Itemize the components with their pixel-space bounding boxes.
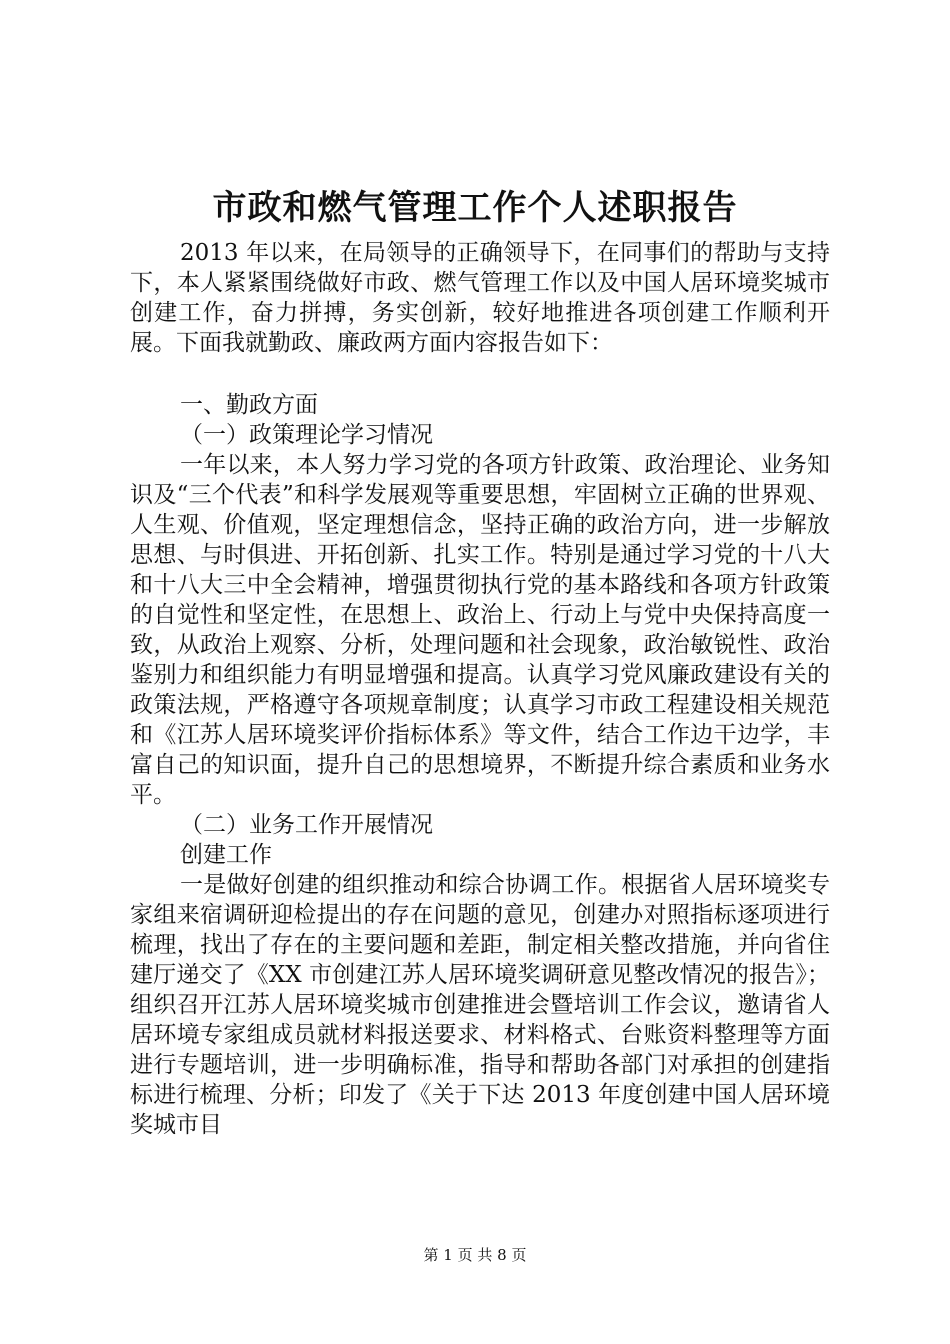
subsection-heading-business-work: （二）业务工作开展情况	[180, 812, 433, 838]
creation-work-paragraph: 一是做好创建的组织推动和综合协调工作。根据省人居环境奖专家组来宿调研迎检提出的存在问题的意见，创建办对照指标逐项进行梳理，找出了存在的主要问题和差距，制定相关整改措施，并向省住建厅递交了《XX 市创建江苏人居环境奖调研意见整改情况的报告》；组织召开江苏人居环境奖城市创建推进会暨培训工作会议，邀请省人居环境专家组成员就材料报送要求、材料格式、台账资料整理等方面进行专题培训，进一步明确标准，指导和帮助各部门对承担的创建指标进行梳理、分析；印发了《关于下达 2013 年度创建中国人居环境奖城市目	[130, 872, 830, 1138]
document-body	[130, 238, 830, 1140]
section-heading-diligence: 一、勤政方面	[180, 392, 318, 418]
intro-paragraph: 2013 年以来，在局领导的正确领导下，在同事们的帮助与支持下，本人紧紧围绕做好市政、燃气管理工作以及中国人居环境奖城市创建工作，奋力拼搏，务实创新，较好地推进各项创建工作顺利开展。下面我就勤政、廉政两方面内容报告如下：	[130, 240, 830, 356]
document-title: 市政和燃气管理工作个人述职报告	[212, 188, 738, 228]
page-number: 第 1 页 共 8 页	[423, 1246, 527, 1264]
subsection-heading-policy-study: （一）政策理论学习情况	[180, 422, 433, 448]
subheading-creation-work: 创建工作	[180, 842, 272, 868]
policy-study-paragraph: 一年以来，本人努力学习党的各项方针政策、政治理论、业务知识及“三个代表”和科学发展观等重要思想，牢固树立正确的世界观、人生观、价值观，坚定理想信念，坚持正确的政治方向，进一步解放思想、与时俱进、开拓创新、扎实工作。特别是通过学习党的十八大和十八大三中全会精神，增强贯彻执行党的基本路线和各项方针政策的自觉性和坚定性，在思想上、政治上、行动上与党中央保持高度一致，从政治上观察、分析，处理问题和社会现象，政治敏锐性、政治鉴别力和组织能力有明显增强和提高。认真学习党风廉政建设有关的政策法规，严格遵守各项规章制度；认真学习市政工程建设相关规范和《江苏人居环境奖评价指标体系》等文件，结合工作边干边学，丰富自己的知识面，提升自己的思想境界，不断提升综合素质和业务水平。	[130, 452, 830, 808]
